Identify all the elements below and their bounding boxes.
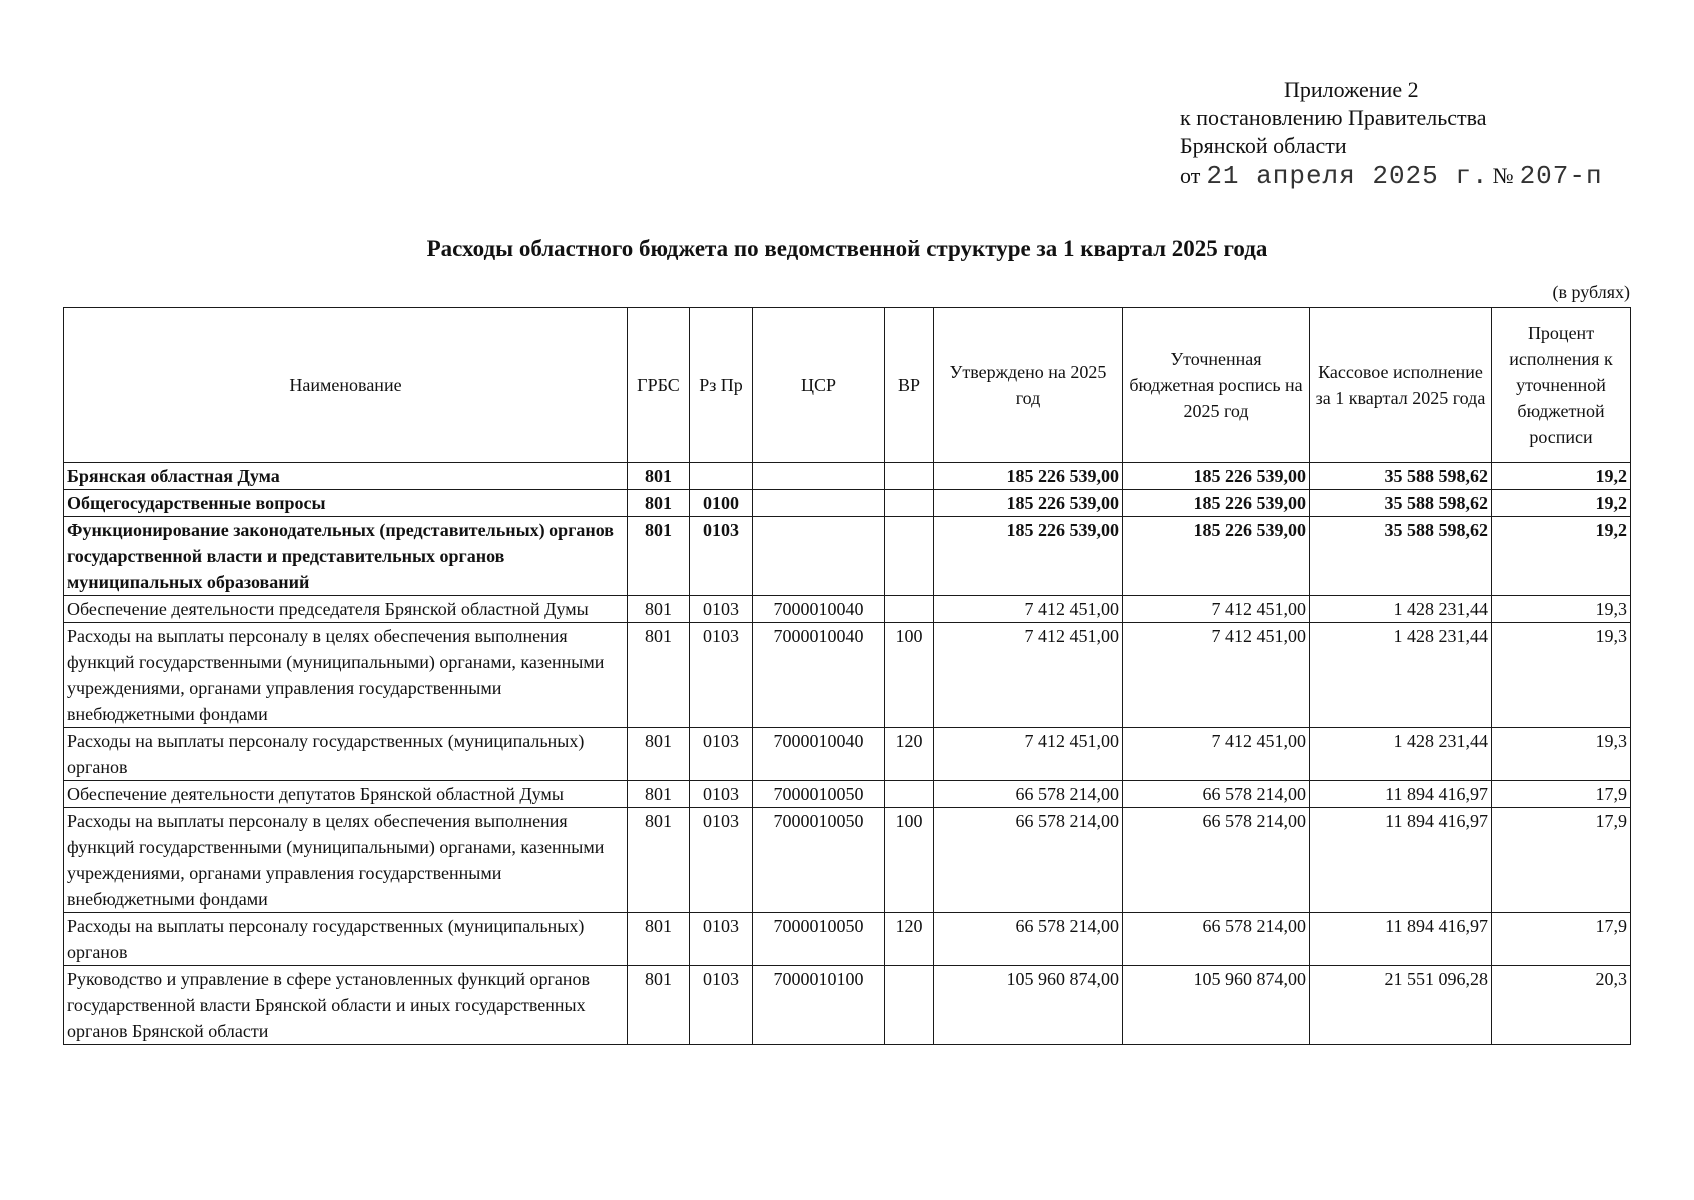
cell-name: Функционирование законодательных (представительных) органов государственной власти и представительных органов муниципальных образований xyxy=(64,517,628,596)
cell-grbs: 801 xyxy=(628,463,690,490)
cell-rzpr: 0103 xyxy=(690,913,753,966)
cell-vr xyxy=(885,596,934,623)
cell-grbs: 801 xyxy=(628,596,690,623)
cell-rzpr: 0103 xyxy=(690,596,753,623)
cell-name: Расходы на выплаты персоналу в целях обеспечения выполнения функций государственными (муниципальными) органами, казенными учреждениями, органами управления государственными внебюджетными фондами xyxy=(64,808,628,913)
header-percent: Процент исполнения к уточненной бюджетной росписи xyxy=(1492,308,1631,463)
cell-vr xyxy=(885,490,934,517)
header-csr: ЦСР xyxy=(753,308,885,463)
cell-revised: 7 412 451,00 xyxy=(1123,596,1310,623)
cell-revised: 66 578 214,00 xyxy=(1123,808,1310,913)
cell-cash: 35 588 598,62 xyxy=(1310,463,1492,490)
cell-percent: 17,9 xyxy=(1492,808,1631,913)
table-row xyxy=(64,463,1631,490)
cell-csr xyxy=(753,463,885,490)
cell-cash: 1 428 231,44 xyxy=(1310,728,1492,781)
cell-name: Руководство и управление в сфере установленных функций органов государственной власти Брянской области и иных государственных органов Брянской области xyxy=(64,966,628,1045)
appendix-date-line xyxy=(1180,161,1603,191)
header-rzpr: Рз Пр xyxy=(690,308,753,463)
cell-name: Обеспечение деятельности председателя Брянской областной Думы xyxy=(64,596,628,623)
cell-percent: 17,9 xyxy=(1492,781,1631,808)
cell-csr xyxy=(753,517,885,596)
table-row xyxy=(64,913,1631,966)
cell-rzpr: 0103 xyxy=(690,728,753,781)
cell-name: Брянская областная Дума xyxy=(64,463,628,490)
header-revised: Уточненная бюджетная роспись на 2025 год xyxy=(1123,308,1310,463)
document-title: Расходы областного бюджета по ведомственной структуре за 1 квартал 2025 года xyxy=(426,236,1268,261)
cell-percent: 19,3 xyxy=(1492,728,1631,781)
cell-rzpr xyxy=(690,463,753,490)
cell-vr: 120 xyxy=(885,728,934,781)
appendix-line-1: Приложение 2 xyxy=(1284,77,1419,102)
cell-csr: 7000010040 xyxy=(753,728,885,781)
cell-csr: 7000010050 xyxy=(753,808,885,913)
cell-vr: 100 xyxy=(885,808,934,913)
cell-vr: 120 xyxy=(885,913,934,966)
table-row xyxy=(64,623,1631,728)
cell-approved: 7 412 451,00 xyxy=(934,596,1123,623)
header-approved: Утверждено на 2025 год xyxy=(934,308,1123,463)
cell-csr: 7000010040 xyxy=(753,623,885,728)
table-row xyxy=(64,808,1631,913)
cell-approved: 66 578 214,00 xyxy=(934,781,1123,808)
header-vr: ВР xyxy=(885,308,934,463)
cell-vr xyxy=(885,463,934,490)
cell-approved: 105 960 874,00 xyxy=(934,966,1123,1045)
cell-grbs: 801 xyxy=(628,781,690,808)
table-row xyxy=(64,517,1631,596)
table-row xyxy=(64,966,1631,1045)
cell-vr xyxy=(885,781,934,808)
header-name: Наименование xyxy=(64,308,628,463)
cell-name: Расходы на выплаты персоналу государственных (муниципальных) органов xyxy=(64,913,628,966)
cell-revised: 66 578 214,00 xyxy=(1123,781,1310,808)
cell-cash: 11 894 416,97 xyxy=(1310,781,1492,808)
cell-cash: 1 428 231,44 xyxy=(1310,596,1492,623)
units-note: (в рублях) xyxy=(1552,282,1630,302)
cell-approved: 7 412 451,00 xyxy=(934,728,1123,781)
cell-grbs: 801 xyxy=(628,490,690,517)
cell-approved: 7 412 451,00 xyxy=(934,623,1123,728)
cell-cash: 1 428 231,44 xyxy=(1310,623,1492,728)
cell-csr: 7000010050 xyxy=(753,913,885,966)
appendix-block xyxy=(1180,76,1603,191)
table-header-row xyxy=(64,308,1631,463)
cell-approved: 185 226 539,00 xyxy=(934,490,1123,517)
cell-revised: 185 226 539,00 xyxy=(1123,463,1310,490)
table-row xyxy=(64,596,1631,623)
header-grbs: ГРБС xyxy=(628,308,690,463)
appendix-date: 21 апреля 2025 г. xyxy=(1206,161,1489,191)
cell-grbs: 801 xyxy=(628,623,690,728)
cell-name: Общегосударственные вопросы xyxy=(64,490,628,517)
cell-percent: 19,2 xyxy=(1492,463,1631,490)
cell-cash: 11 894 416,97 xyxy=(1310,808,1492,913)
cell-percent: 17,9 xyxy=(1492,913,1631,966)
cell-revised: 7 412 451,00 xyxy=(1123,623,1310,728)
appendix-line-3: Брянской области xyxy=(1180,133,1347,158)
cell-revised: 105 960 874,00 xyxy=(1123,966,1310,1045)
cell-revised: 185 226 539,00 xyxy=(1123,517,1310,596)
cell-percent: 19,2 xyxy=(1492,517,1631,596)
budget-table xyxy=(63,307,1631,1045)
cell-cash: 21 551 096,28 xyxy=(1310,966,1492,1045)
cell-csr xyxy=(753,490,885,517)
appendix-number-sign: № xyxy=(1492,163,1514,188)
cell-rzpr: 0103 xyxy=(690,517,753,596)
cell-vr: 100 xyxy=(885,623,934,728)
cell-grbs: 801 xyxy=(628,966,690,1045)
appendix-ot: от xyxy=(1180,163,1201,188)
cell-name: Расходы на выплаты персоналу государственных (муниципальных) органов xyxy=(64,728,628,781)
appendix-number: 207-п xyxy=(1519,161,1603,191)
cell-revised: 185 226 539,00 xyxy=(1123,490,1310,517)
cell-approved: 185 226 539,00 xyxy=(934,463,1123,490)
cell-approved: 66 578 214,00 xyxy=(934,913,1123,966)
cell-percent: 19,3 xyxy=(1492,596,1631,623)
cell-grbs: 801 xyxy=(628,913,690,966)
cell-rzpr: 0100 xyxy=(690,490,753,517)
cell-name: Обеспечение деятельности депутатов Брянской областной Думы xyxy=(64,781,628,808)
cell-cash: 35 588 598,62 xyxy=(1310,490,1492,517)
appendix-line-2: к постановлению Правительства xyxy=(1180,105,1487,130)
cell-grbs: 801 xyxy=(628,808,690,913)
cell-percent: 19,2 xyxy=(1492,490,1631,517)
cell-csr: 7000010100 xyxy=(753,966,885,1045)
table-row xyxy=(64,728,1631,781)
cell-csr: 7000010040 xyxy=(753,596,885,623)
cell-approved: 66 578 214,00 xyxy=(934,808,1123,913)
cell-revised: 7 412 451,00 xyxy=(1123,728,1310,781)
table-row xyxy=(64,781,1631,808)
cell-grbs: 801 xyxy=(628,728,690,781)
cell-csr: 7000010050 xyxy=(753,781,885,808)
cell-rzpr: 0103 xyxy=(690,966,753,1045)
cell-percent: 20,3 xyxy=(1492,966,1631,1045)
cell-rzpr: 0103 xyxy=(690,808,753,913)
cell-cash: 35 588 598,62 xyxy=(1310,517,1492,596)
table-row xyxy=(64,490,1631,517)
cell-revised: 66 578 214,00 xyxy=(1123,913,1310,966)
cell-grbs: 801 xyxy=(628,517,690,596)
header-cash: Кассовое исполнение за 1 квартал 2025 года xyxy=(1310,308,1492,463)
cell-percent: 19,3 xyxy=(1492,623,1631,728)
cell-approved: 185 226 539,00 xyxy=(934,517,1123,596)
cell-rzpr: 0103 xyxy=(690,781,753,808)
cell-rzpr: 0103 xyxy=(690,623,753,728)
cell-vr xyxy=(885,517,934,596)
cell-cash: 11 894 416,97 xyxy=(1310,913,1492,966)
cell-vr xyxy=(885,966,934,1045)
cell-name: Расходы на выплаты персоналу в целях обеспечения выполнения функций государственными (муниципальными) органами, казенными учреждениями, органами управления государственными внебюджетными фондами xyxy=(64,623,628,728)
